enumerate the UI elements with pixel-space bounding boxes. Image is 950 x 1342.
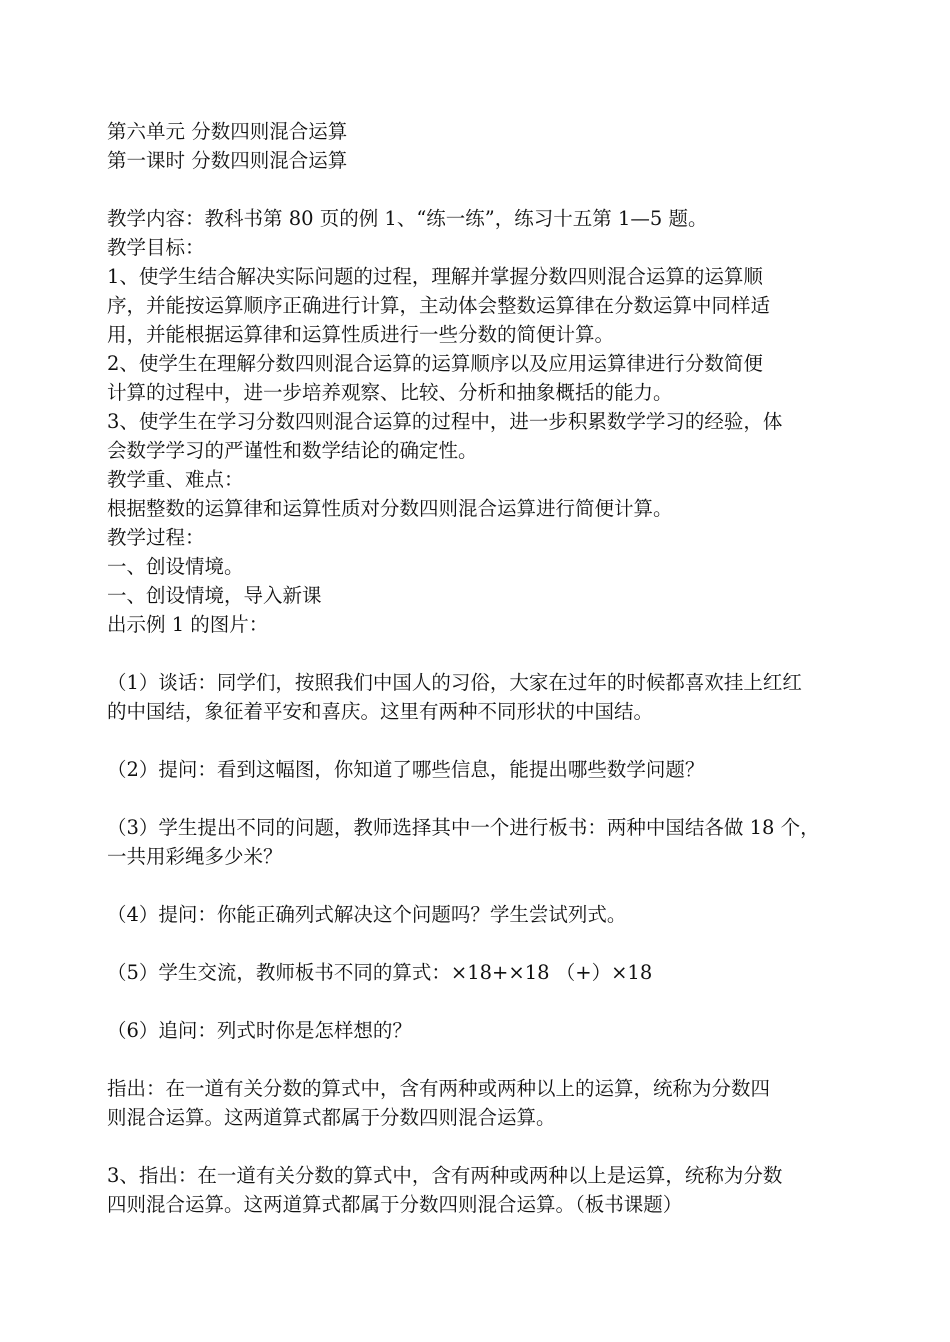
text-line: （6）追问：列式时你是怎样想的？ [107, 1019, 412, 1042]
section-heading: 教学过程： [107, 526, 205, 549]
text-line: 计算的过程中，进一步培养观察、比较、分析和抽象概括的能力。 [107, 381, 673, 404]
text-line: （1）谈话：同学们，按照我们中国人的习俗，大家在过年的时候都喜欢挂上红红 [107, 671, 802, 694]
text-line: 根据整数的运算律和运算性质对分数四则混合运算进行简便计算。 [107, 497, 673, 520]
text-line: 序，并能按运算顺序正确进行计算，主动体会整数运算律在分数运算中同样适 [107, 294, 771, 317]
text-line: 3、指出：在一道有关分数的算式中，含有两种或两种以上是运算，统称为分数 [107, 1164, 783, 1187]
text-line: 出示例 1 的图片： [107, 613, 269, 636]
text-line: 的中国结，象征着平安和喜庆。这里有两种不同形状的中国结。 [107, 700, 654, 723]
text-line: 一共用彩绳多少米？ [107, 845, 283, 868]
unit-title: 第六单元 分数四则混合运算 [107, 120, 348, 143]
text-line: 四则混合运算。这两道算式都属于分数四则混合运算。（板书课题） [107, 1193, 683, 1216]
text-line: 用，并能根据运算律和运算性质进行一些分数的简便计算。 [107, 323, 615, 346]
text-line: 教学内容：教科书第 80 页的例 1、“练一练”，练习十五第 1—5 题。 [107, 207, 708, 230]
text-line: 指出：在一道有关分数的算式中，含有两种或两种以上的运算，统称为分数四 [107, 1077, 771, 1100]
section-heading: 教学目标： [107, 236, 205, 259]
text-line: （3）学生提出不同的问题，教师选择其中一个进行板书：两种中国结各做 18 个， [107, 816, 820, 839]
text-line: 1、使学生结合解决实际问题的过程，理解并掌握分数四则混合运算的运算顺 [107, 265, 763, 288]
text-line: 一、创设情境。 [107, 555, 244, 578]
text-line: 一、创设情境，导入新课 [107, 584, 322, 607]
text-line: （2）提问：看到这幅图，你知道了哪些信息，能提出哪些数学问题？ [107, 758, 705, 781]
text-line: （4）提问：你能正确列式解决这个问题吗？学生尝试列式。 [107, 903, 627, 926]
text-line: （5）学生交流，教师板书不同的算式：×18+×18 （+）×18 [107, 961, 653, 984]
section-heading: 教学重、难点： [107, 468, 244, 491]
lesson-title: 第一课时 分数四则混合运算 [107, 149, 348, 172]
text-line: 会数学学习的严谨性和数学结论的确定性。 [107, 439, 478, 462]
text-line: 则混合运算。这两道算式都属于分数四则混合运算。 [107, 1106, 556, 1129]
text-line: 2、使学生在理解分数四则混合运算的运算顺序以及应用运算律进行分数简便 [107, 352, 763, 375]
text-line: 3、使学生在学习分数四则混合运算的过程中，进一步积累数学学习的经验，体 [107, 410, 783, 433]
